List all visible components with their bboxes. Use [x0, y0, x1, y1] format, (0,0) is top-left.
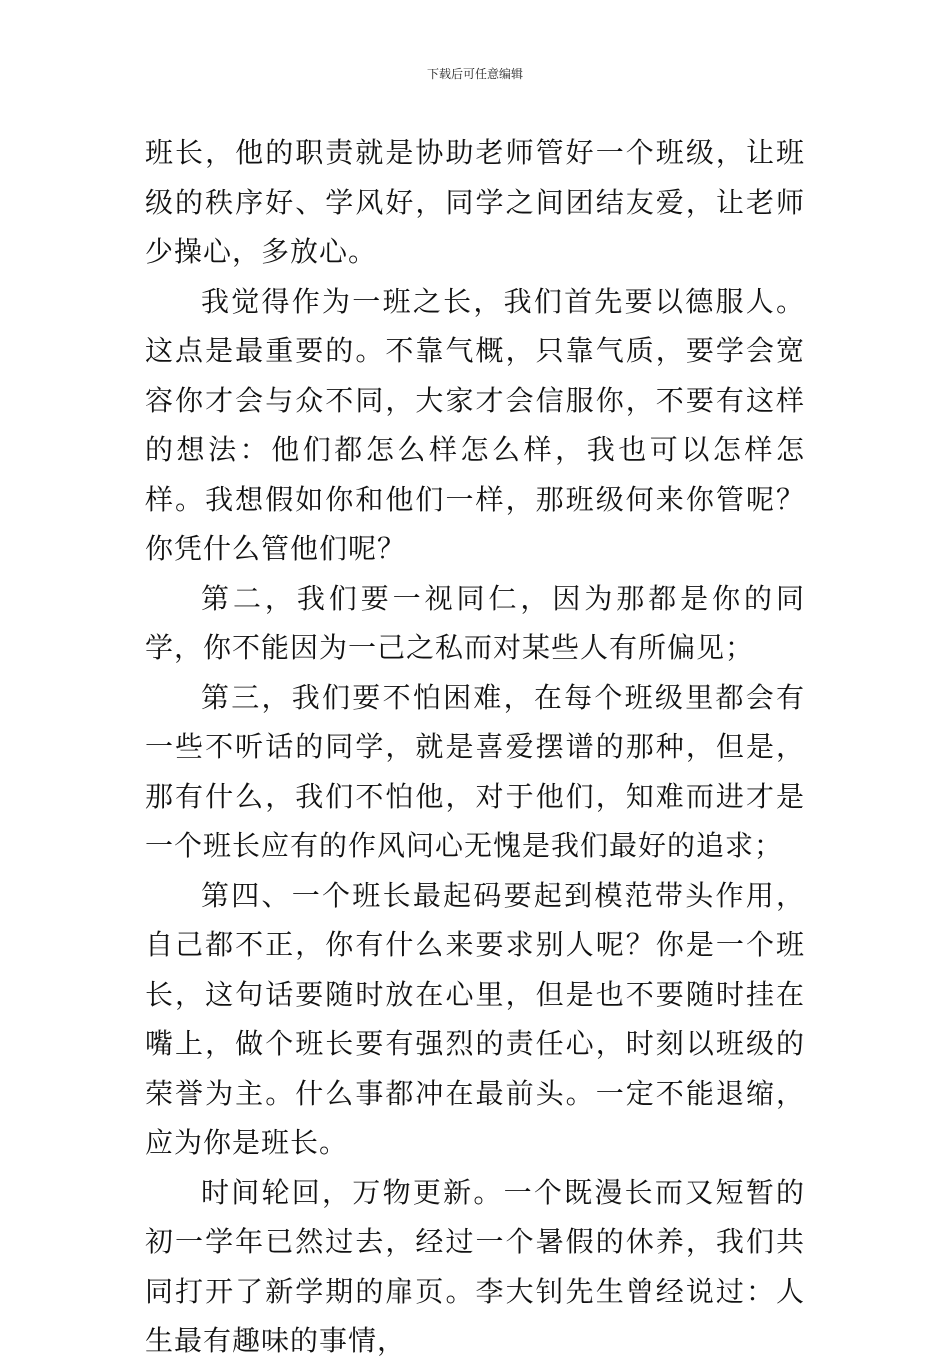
page-header: 下载后可任意编辑 — [426, 67, 523, 81]
paragraph-3: 第二，我们要一视同仁，因为那都是你的同学，你不能因为一己之私而对某些人有所偏见； — [145, 581, 805, 664]
document-body — [145, 128, 805, 1366]
paragraph-1: 班长，他的职责就是协助老师管好一个班级，让班级的秩序好、学风好，同学之间团结友爱，让老师少操心，多放心。 — [145, 136, 805, 268]
paragraph-2: 我觉得作为一班之长，我们首先要以德服人。这点是最重要的。不靠气概，只靠气质，要学会宽容你才会与众不同，大家才会信服你，不要有这样的想法：他们都怎么样怎么样，我也可以怎样怎样。我想假如你和他们一样，那班级何来你管呢？你凭什么管他们呢？ — [145, 284, 805, 565]
paragraph-6: 时间轮回，万物更新。一个既漫长而又短暂的初一学年已然过去，经过一个暑假的休养，我们共同打开了新学期的扉页。李大钊先生曾经说过：人生最有趣味的事情， — [145, 1175, 805, 1357]
paragraph-5: 第四、一个班长最起码要起到模范带头作用，自己都不正，你有什么来要求别人呢？你是一个班长，这句话要随时放在心里，但是也不要随时挂在嘴上，做个班长要有强烈的责任心，时刻以班级的荣誉为主。什么事都冲在最前头。一定不能退缩，应为你是班长。 — [145, 878, 805, 1159]
paragraph-4: 第三，我们要不怕困难，在每个班级里都会有一些不听话的同学，就是喜爱摆谱的那种，但是，那有什么，我们不怕他，对于他们，知难而进才是一个班长应有的作风问心无愧是我们最好的追求； — [145, 680, 805, 862]
